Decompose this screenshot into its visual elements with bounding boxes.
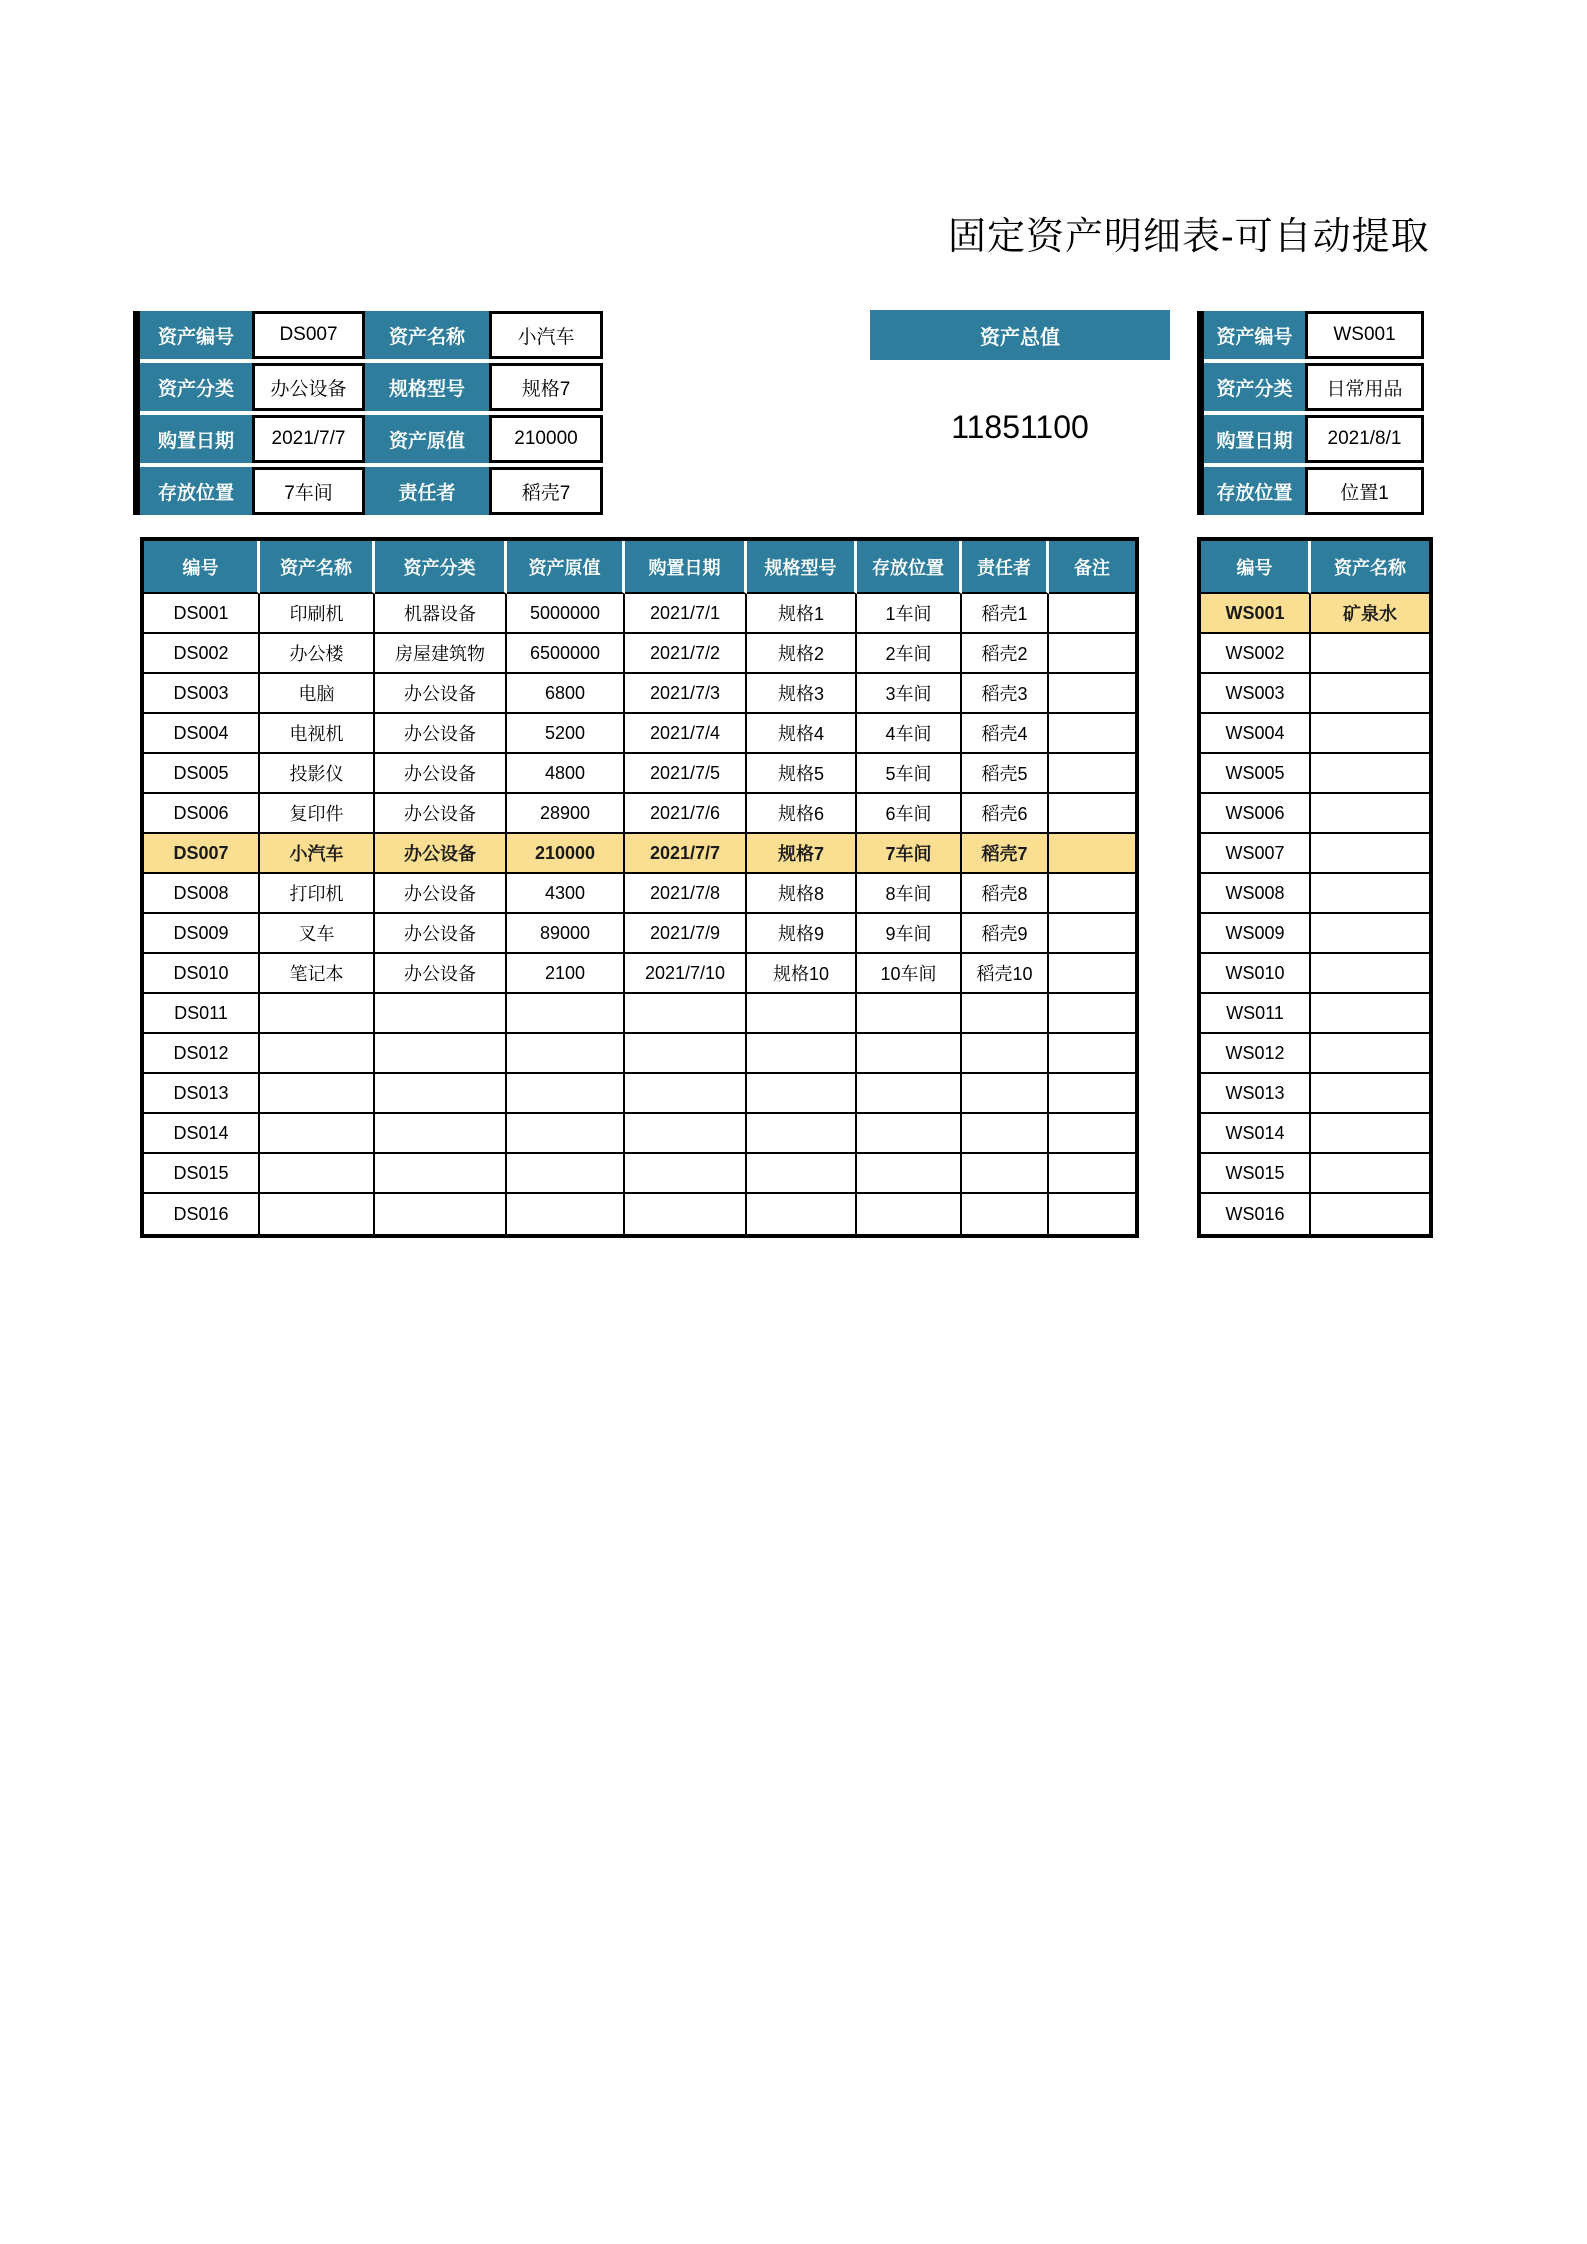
main-table-cell <box>1049 634 1135 674</box>
main-table-cell: 2车间 <box>857 634 962 674</box>
info-label: 购置日期 <box>1204 415 1305 463</box>
main-table-cell <box>1049 674 1135 714</box>
main-table-cell <box>747 1034 857 1074</box>
main-table-cell <box>375 994 507 1034</box>
main-table-cell: 房屋建筑物 <box>375 634 507 674</box>
side-table-cell: WS009 <box>1201 914 1311 954</box>
main-table-cell: 办公设备 <box>375 794 507 834</box>
side-table-cell: WS013 <box>1201 1074 1311 1114</box>
main-table-cell: 小汽车 <box>260 834 375 874</box>
main-table-cell <box>260 1154 375 1194</box>
main-table-cell: 稻壳8 <box>962 874 1049 914</box>
main-table-cell <box>625 1194 747 1234</box>
info-value: 日常用品 <box>1305 363 1424 411</box>
main-table-cell <box>507 1114 625 1154</box>
info-value: 办公设备 <box>252 363 365 411</box>
main-table-cell <box>375 1154 507 1194</box>
side-table-cell-header: 资产名称 <box>1311 541 1429 594</box>
main-table-cell <box>625 1034 747 1074</box>
main-table-cell <box>747 994 857 1034</box>
side-table-cell: WS007 <box>1201 834 1311 874</box>
main-table-cell <box>625 1154 747 1194</box>
main-table-cell <box>857 1154 962 1194</box>
info-label: 存放位置 <box>140 467 252 515</box>
main-table-cell: 印刷机 <box>260 594 375 634</box>
page-title: 固定资产明细表-可自动提取 <box>948 216 1430 258</box>
side-table-cell <box>1311 714 1429 754</box>
main-table-cell: 规格10 <box>747 954 857 994</box>
side-table-cell: WS008 <box>1201 874 1311 914</box>
main-table-cell <box>1049 1114 1135 1154</box>
main-table-cell: DS006 <box>144 794 260 834</box>
side-asset-table <box>1197 537 1433 1238</box>
main-table-cell: 2021/7/2 <box>625 634 747 674</box>
info-value: 规格7 <box>489 363 603 411</box>
main-table-cell: 5车间 <box>857 754 962 794</box>
main-table-cell <box>962 994 1049 1034</box>
main-table-cell <box>1049 994 1135 1034</box>
main-table-cell: 规格4 <box>747 714 857 754</box>
info-label: 资产分类 <box>140 363 252 411</box>
info-label: 资产编号 <box>1204 311 1305 359</box>
main-table-cell <box>857 1074 962 1114</box>
main-table-cell: 10车间 <box>857 954 962 994</box>
main-table-cell: 6车间 <box>857 794 962 834</box>
main-table-cell <box>375 1194 507 1234</box>
main-table-cell: 7车间 <box>857 834 962 874</box>
side-table-cell <box>1311 1194 1429 1234</box>
main-table-cell: 复印件 <box>260 794 375 834</box>
main-table-cell: 稻壳10 <box>962 954 1049 994</box>
main-table-cell: 规格8 <box>747 874 857 914</box>
side-table-cell: WS016 <box>1201 1194 1311 1234</box>
main-table-cell: 规格9 <box>747 914 857 954</box>
main-table-cell <box>1049 954 1135 994</box>
main-table-cell: 2021/7/7 <box>625 834 747 874</box>
main-table-cell: DS007 <box>144 834 260 874</box>
main-table-cell <box>1049 594 1135 634</box>
main-table-cell <box>1049 1074 1135 1114</box>
main-table-cell: 稻壳5 <box>962 754 1049 794</box>
main-table-cell: 2021/7/5 <box>625 754 747 794</box>
main-table-cell: 28900 <box>507 794 625 834</box>
main-table-cell <box>1049 914 1135 954</box>
info-label: 存放位置 <box>1204 467 1305 515</box>
main-table-cell <box>260 1194 375 1234</box>
main-table-cell <box>507 1034 625 1074</box>
main-table-cell: 3车间 <box>857 674 962 714</box>
main-table-cell-header: 存放位置 <box>857 541 962 594</box>
main-table-cell: 机器设备 <box>375 594 507 634</box>
info-value: WS001 <box>1305 311 1424 359</box>
main-table-cell <box>857 1194 962 1234</box>
main-table-cell: 打印机 <box>260 874 375 914</box>
side-table-cell <box>1311 1114 1429 1154</box>
main-table-cell <box>260 994 375 1034</box>
main-table-cell <box>962 1114 1049 1154</box>
side-table-cell <box>1311 954 1429 994</box>
main-table-cell: 办公设备 <box>375 714 507 754</box>
side-table-cell <box>1311 1154 1429 1194</box>
main-table-cell: DS011 <box>144 994 260 1034</box>
info-label: 责任者 <box>365 467 489 515</box>
info-label: 购置日期 <box>140 415 252 463</box>
main-table-cell: 6800 <box>507 674 625 714</box>
main-table-cell <box>260 1074 375 1114</box>
main-table-cell <box>625 1114 747 1154</box>
main-table-cell: DS014 <box>144 1114 260 1154</box>
info-value: 2021/8/1 <box>1305 415 1424 463</box>
main-table-cell: 稻壳4 <box>962 714 1049 754</box>
main-table-cell: 笔记本 <box>260 954 375 994</box>
main-table-cell <box>625 994 747 1034</box>
side-table-cell <box>1311 1074 1429 1114</box>
summary-header: 资产总值 <box>870 310 1170 360</box>
side-table-cell <box>1311 794 1429 834</box>
info-value: 210000 <box>489 415 603 463</box>
main-table-cell <box>1049 1194 1135 1234</box>
main-table-cell-header: 资产分类 <box>375 541 507 594</box>
main-table-cell: 2021/7/1 <box>625 594 747 634</box>
main-table-cell: 2021/7/6 <box>625 794 747 834</box>
main-table-cell-header: 购置日期 <box>625 541 747 594</box>
side-table-cell: WS001 <box>1201 594 1311 634</box>
info-label: 规格型号 <box>365 363 489 411</box>
info-box-right <box>1204 311 1424 515</box>
main-table-cell: 2100 <box>507 954 625 994</box>
info-value: 位置1 <box>1305 467 1424 515</box>
main-table-cell <box>857 1114 962 1154</box>
main-table-cell <box>962 1074 1049 1114</box>
main-table-cell <box>857 994 962 1034</box>
main-table-cell-header: 责任者 <box>962 541 1049 594</box>
main-table-cell: 办公设备 <box>375 914 507 954</box>
side-table-cell <box>1311 874 1429 914</box>
main-table-cell <box>507 1074 625 1114</box>
main-table-cell: 稻壳6 <box>962 794 1049 834</box>
main-table-cell: 办公设备 <box>375 754 507 794</box>
main-table-cell: 89000 <box>507 914 625 954</box>
main-table-cell-header: 备注 <box>1049 541 1135 594</box>
main-table-cell: DS012 <box>144 1034 260 1074</box>
main-table-cell: 电视机 <box>260 714 375 754</box>
side-table-cell: WS003 <box>1201 674 1311 714</box>
main-table-cell <box>375 1074 507 1114</box>
main-table-cell: DS015 <box>144 1154 260 1194</box>
main-table-cell <box>1049 874 1135 914</box>
main-table-cell: DS004 <box>144 714 260 754</box>
main-table-cell: 2021/7/9 <box>625 914 747 954</box>
main-table-cell <box>747 1194 857 1234</box>
main-table-cell: 5000000 <box>507 594 625 634</box>
main-table-cell: DS009 <box>144 914 260 954</box>
main-table-cell: 办公楼 <box>260 634 375 674</box>
main-table-cell: 稻壳3 <box>962 674 1049 714</box>
main-asset-table <box>140 537 1139 1238</box>
main-table-cell: 叉车 <box>260 914 375 954</box>
main-table-cell <box>962 1194 1049 1234</box>
main-table-cell: 办公设备 <box>375 874 507 914</box>
main-table-cell: DS002 <box>144 634 260 674</box>
main-table-cell <box>857 1034 962 1074</box>
main-table-cell <box>375 1034 507 1074</box>
side-table-cell <box>1311 1034 1429 1074</box>
main-table-cell <box>962 1154 1049 1194</box>
main-table-cell: 1车间 <box>857 594 962 634</box>
side-table-cell: WS015 <box>1201 1154 1311 1194</box>
main-table-cell <box>260 1034 375 1074</box>
main-table-cell-header: 资产名称 <box>260 541 375 594</box>
side-table-cell <box>1311 994 1429 1034</box>
main-table-cell: DS013 <box>144 1074 260 1114</box>
side-table-cell: WS004 <box>1201 714 1311 754</box>
main-table-cell: 210000 <box>507 834 625 874</box>
main-table-cell: 规格2 <box>747 634 857 674</box>
side-table-cell: WS010 <box>1201 954 1311 994</box>
info-value: 小汽车 <box>489 311 603 359</box>
side-table-cell: WS002 <box>1201 634 1311 674</box>
side-table-cell: WS005 <box>1201 754 1311 794</box>
main-table-cell: 9车间 <box>857 914 962 954</box>
main-table-cell <box>747 1114 857 1154</box>
info-label: 资产编号 <box>140 311 252 359</box>
main-table-cell: 4300 <box>507 874 625 914</box>
main-table-cell <box>1049 834 1135 874</box>
main-table-cell: DS001 <box>144 594 260 634</box>
side-table-cell: 矿泉水 <box>1311 594 1429 634</box>
main-table-cell <box>1049 714 1135 754</box>
info-value: 2021/7/7 <box>252 415 365 463</box>
main-table-cell <box>507 1154 625 1194</box>
main-table-cell: 2021/7/3 <box>625 674 747 714</box>
info-label: 资产原值 <box>365 415 489 463</box>
side-table-cell: WS006 <box>1201 794 1311 834</box>
main-table-cell: 稻壳9 <box>962 914 1049 954</box>
side-table-cell: WS011 <box>1201 994 1311 1034</box>
main-table-cell: DS008 <box>144 874 260 914</box>
main-table-cell-header: 资产原值 <box>507 541 625 594</box>
side-table-cell <box>1311 914 1429 954</box>
main-table-cell <box>507 1194 625 1234</box>
main-table-cell <box>747 1074 857 1114</box>
info-box-left-border-bar <box>133 311 140 515</box>
main-table-cell: 投影仪 <box>260 754 375 794</box>
main-table-cell <box>375 1114 507 1154</box>
main-table-cell: 稻壳2 <box>962 634 1049 674</box>
main-table-cell <box>625 1074 747 1114</box>
info-box-right-border-bar <box>1197 311 1204 515</box>
info-box-left <box>140 311 603 515</box>
side-table-cell: WS012 <box>1201 1034 1311 1074</box>
main-table-cell: 规格5 <box>747 754 857 794</box>
main-table-cell: DS010 <box>144 954 260 994</box>
main-table-cell: 5200 <box>507 714 625 754</box>
main-table-cell: 办公设备 <box>375 834 507 874</box>
main-table-cell <box>507 994 625 1034</box>
main-table-cell: 稻壳7 <box>962 834 1049 874</box>
main-table-cell <box>962 1034 1049 1074</box>
main-table-cell-header: 规格型号 <box>747 541 857 594</box>
main-table-cell <box>1049 1034 1135 1074</box>
main-table-cell: 2021/7/8 <box>625 874 747 914</box>
main-table-cell: 8车间 <box>857 874 962 914</box>
side-table-cell-header: 编号 <box>1201 541 1311 594</box>
main-table-cell <box>1049 754 1135 794</box>
main-table-cell: 2021/7/10 <box>625 954 747 994</box>
main-table-cell: DS005 <box>144 754 260 794</box>
main-table-cell: 办公设备 <box>375 954 507 994</box>
main-table-cell: 稻壳1 <box>962 594 1049 634</box>
main-table-cell <box>1049 1154 1135 1194</box>
main-table-cell: DS003 <box>144 674 260 714</box>
main-table-cell: 办公设备 <box>375 674 507 714</box>
main-table-cell <box>747 1154 857 1194</box>
main-table-cell: 规格3 <box>747 674 857 714</box>
side-table-cell <box>1311 634 1429 674</box>
info-value: DS007 <box>252 311 365 359</box>
info-value: 稻壳7 <box>489 467 603 515</box>
main-table-cell: 4车间 <box>857 714 962 754</box>
main-table-cell <box>1049 794 1135 834</box>
main-table-cell: 电脑 <box>260 674 375 714</box>
main-table-cell: 6500000 <box>507 634 625 674</box>
side-table-cell <box>1311 674 1429 714</box>
main-table-cell: 规格1 <box>747 594 857 634</box>
main-table-cell: 规格7 <box>747 834 857 874</box>
main-table-cell: 规格6 <box>747 794 857 834</box>
main-table-cell: 2021/7/4 <box>625 714 747 754</box>
side-table-cell <box>1311 834 1429 874</box>
main-table-cell <box>260 1114 375 1154</box>
main-table-cell: DS016 <box>144 1194 260 1234</box>
main-table-cell: 4800 <box>507 754 625 794</box>
info-label: 资产分类 <box>1204 363 1305 411</box>
side-table-cell: WS014 <box>1201 1114 1311 1154</box>
summary-value: 11851100 <box>951 408 1089 445</box>
info-label: 资产名称 <box>365 311 489 359</box>
info-value: 7车间 <box>252 467 365 515</box>
main-table-cell-header: 编号 <box>144 541 260 594</box>
side-table-cell <box>1311 754 1429 794</box>
